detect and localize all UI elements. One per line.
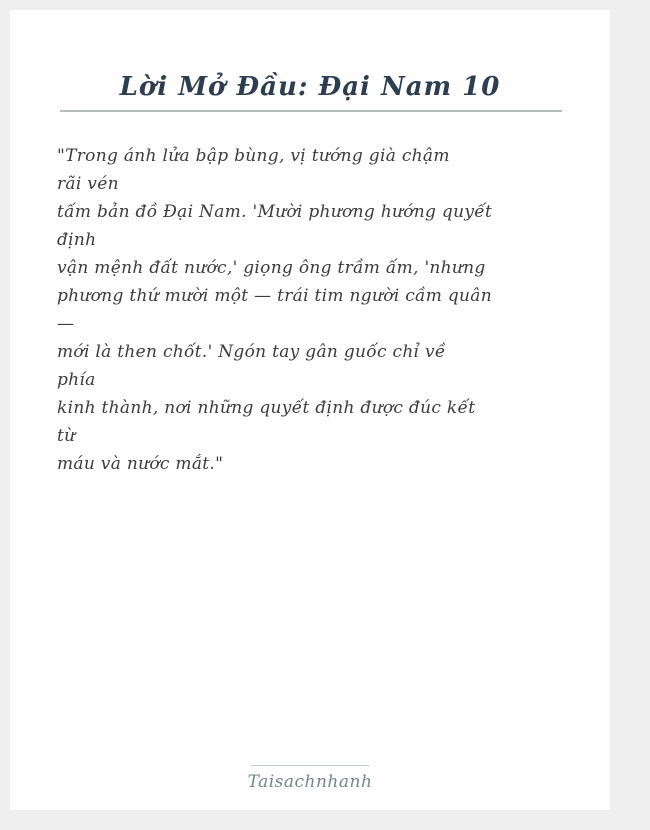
body-line: — [57,314,75,334]
footer-brand: Taisachnhanh [247,772,373,792]
body-line: mới là then chốt.' Ngón tay gân guốc chỉ về [57,342,446,362]
document-page [10,10,610,810]
body-line: phương thứ mười một — trái tim người cầm quân [57,286,492,306]
body-line: phía [57,370,96,390]
body-line: định [57,230,97,250]
body-line: vận mệnh đất nước,' giọng ông trầm ấm, 'nhưng [57,258,486,278]
body-text-block [57,142,567,478]
body-line: rãi vén [57,174,119,194]
body-line: kinh thành, nơi những quyết định được đúc kết [57,398,476,418]
body-line: từ [57,426,76,446]
title-divider [60,110,562,112]
footer [10,765,610,792]
body-line: máu và nước mắt." [57,454,224,474]
body-line: "Trong ánh lửa bập bùng, vị tướng già chậm [57,146,450,166]
footer-divider [251,765,369,766]
page-title: Lời Mở Đầu: Đại Nam 10 [119,72,501,102]
body-line: tấm bản đồ Đại Nam. 'Mười phương hướng quyết [57,202,493,222]
